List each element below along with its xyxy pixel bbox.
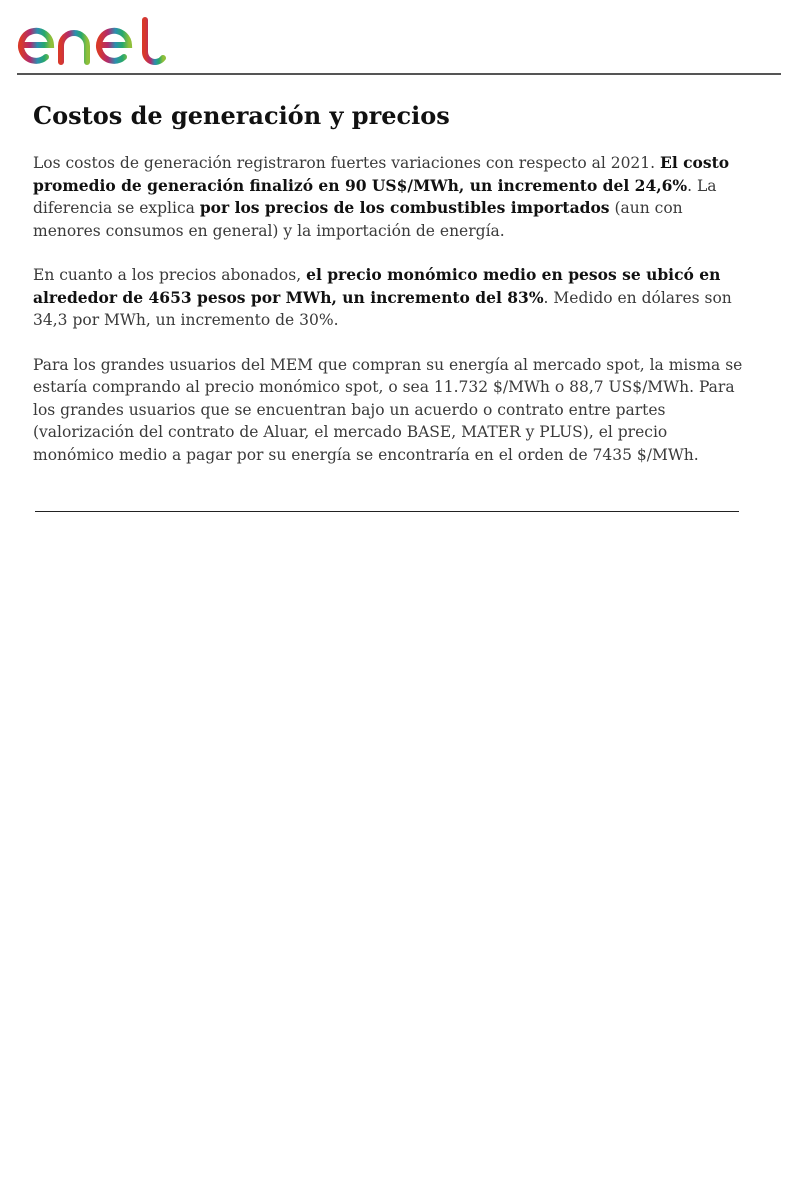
enel-logo xyxy=(17,16,169,68)
page-header xyxy=(17,0,781,75)
article-title: Costos de generación y precios xyxy=(33,101,450,130)
paragraph-large-users xyxy=(33,354,753,467)
p1-bold-2: por los precios de los combustibles importados xyxy=(199,198,610,217)
paragraph-generation-costs xyxy=(33,152,753,242)
content-divider xyxy=(35,511,739,512)
p1-text-2: . La diferencia se explica xyxy=(33,176,717,217)
p2-bold-1: el precio monómico medio en pesos se ubicó en alrededor de 4653 pesos por MWh, un incremento del 83% xyxy=(33,265,721,307)
p2-text-1: En cuanto a los precios abonados, xyxy=(33,266,307,284)
article xyxy=(33,100,753,488)
p1-text-3: (aun con menores consumos en general) y la importación de energía. xyxy=(33,199,683,240)
p2-text-2: . Medido en dólares son 34,3 por MWh, un incremento de 30%. xyxy=(33,288,732,329)
p3-text-1: Para los grandes usuarios del MEM que compran su energía al mercado spot, la misma se estaría comprando al precio monómico spot, o sea 11.732 $/MWh o 88,7 US$/MWh. Para los grandes usuarios que se encuentran bajo un acuerdo o contrato entre partes (valorización del contrato de Aluar, el mercado BASE, MATER y PLUS), el precio monómico medio a pagar por su energía se encontraría en el orden de 7435 $/MWh. xyxy=(33,355,743,464)
paragraph-prices-paid xyxy=(33,264,753,332)
p1-bold-1: El costo promedio de generación finalizó en 90 US$/MWh, un incremento del 24,6% xyxy=(33,153,730,195)
p1-text-1: Los costos de generación registraron fuertes variaciones con respecto al 2021. xyxy=(33,154,661,172)
